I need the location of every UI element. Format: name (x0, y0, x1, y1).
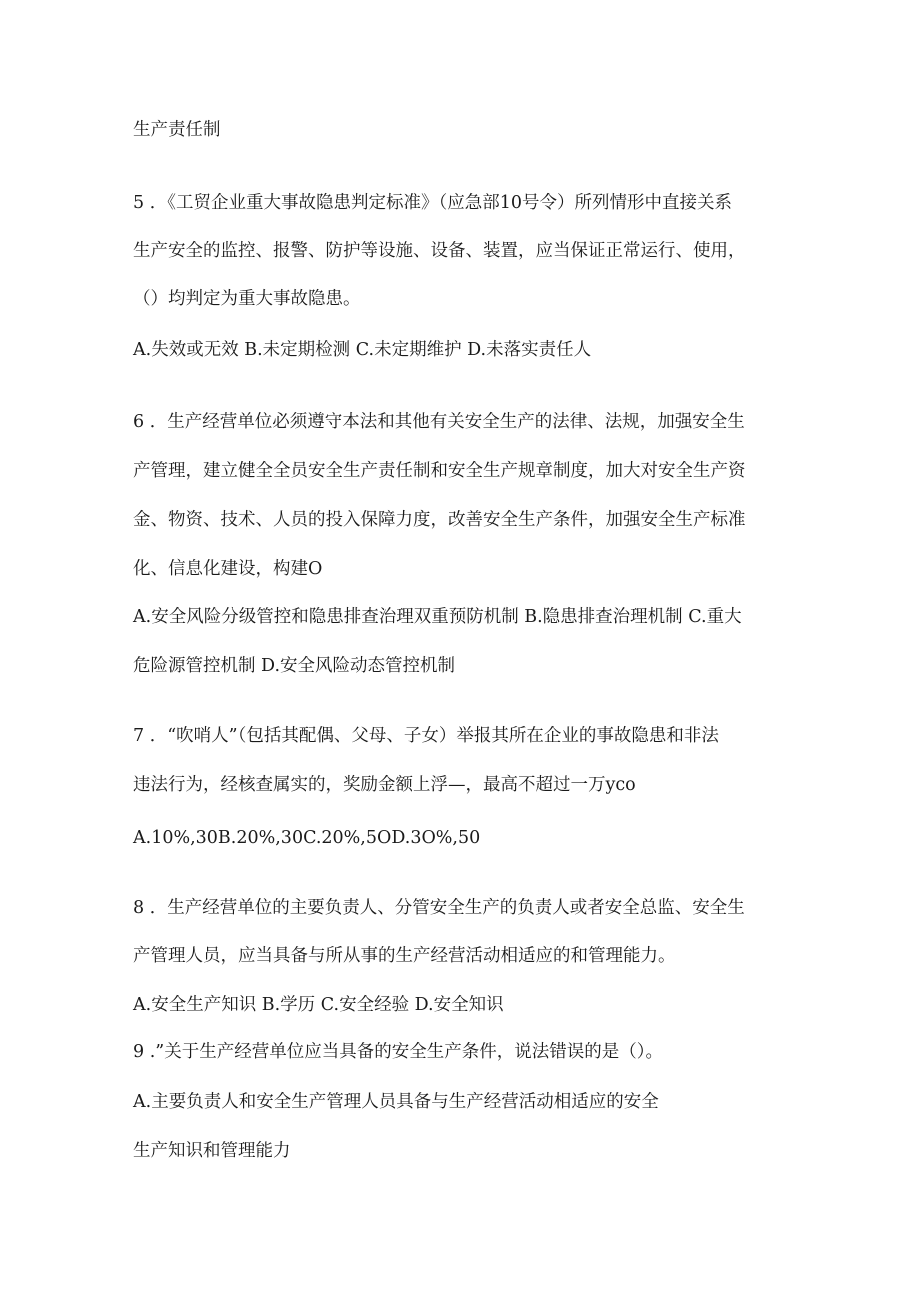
question-6-line-3: 金、物资、技术、人员的投入保障力度，改善安全生产条件，加强安全生产标准 (133, 510, 746, 530)
question-9-option-a-2: 生产知识和管理能力 (133, 1141, 291, 1161)
question-8-options: A.安全生产知识 B.学历 C.安全经验 D.安全知识 (133, 995, 504, 1015)
question-6-line-1: 6 ．生产经营单位必须遵守本法和其他有关安全生产的法律、法规，加强安全生 (133, 412, 745, 432)
question-5-line-1: 5 ．《工贸企业重大事故隐患判定标准》（应急部10号令）所列情形中直接关系 (133, 193, 732, 213)
question-7-line-2: 违法行为，经核查属实的，奖励金额上浮—，最高不超过一万yco (133, 775, 636, 795)
question-6-line-2: 产管理，建立健全全员安全生产责任制和安全生产规章制度，加大对安全生产资 (133, 461, 746, 481)
question-5-line-2: 生产安全的监控、报警、防护等设施、设备、装置，应当保证正常运行、使用， (133, 241, 746, 261)
question-6-options-1: A.安全风险分级管控和隐患排查治理双重预防机制 B.隐患排查治理机制 C.重大 (133, 607, 742, 627)
question-5-line-3: （）均判定为重大事故隐患。 (133, 289, 361, 309)
question-9-option-a-1: A.主要负责人和安全生产管理人员具备与生产经营活动相适应的安全 (133, 1092, 659, 1112)
text-line: 生产责任制 (133, 120, 221, 140)
question-5-options: A.失效或无效 B.未定期检测 C.未定期维护 D.未落实责任人 (133, 340, 592, 360)
question-8-line-1: 8 ．生产经营单位的主要负责人、分管安全生产的负责人或者安全总监、安全生 (133, 898, 745, 918)
question-7-line-1: 7 ．“吹哨人”（包括其配偶、父母、子女）举报其所在企业的事故隐患和非法 (133, 726, 719, 746)
question-7-options: A.10%,30B.20%,30C.20%,5OD.3O%,50 (133, 828, 481, 848)
question-6-options-2: 危险源管控机制 D.安全风险动态管控机制 (133, 656, 456, 676)
question-9-line-1: 9 .”关于生产经营单位应当具备的安全生产条件，说法错误的是（）。 (133, 1042, 663, 1062)
question-8-line-2: 产管理人员，应当具备与所从事的生产经营活动相适应的和管理能力。 (133, 946, 676, 966)
question-6-line-4: 化、信息化建设，构建O (133, 559, 323, 579)
